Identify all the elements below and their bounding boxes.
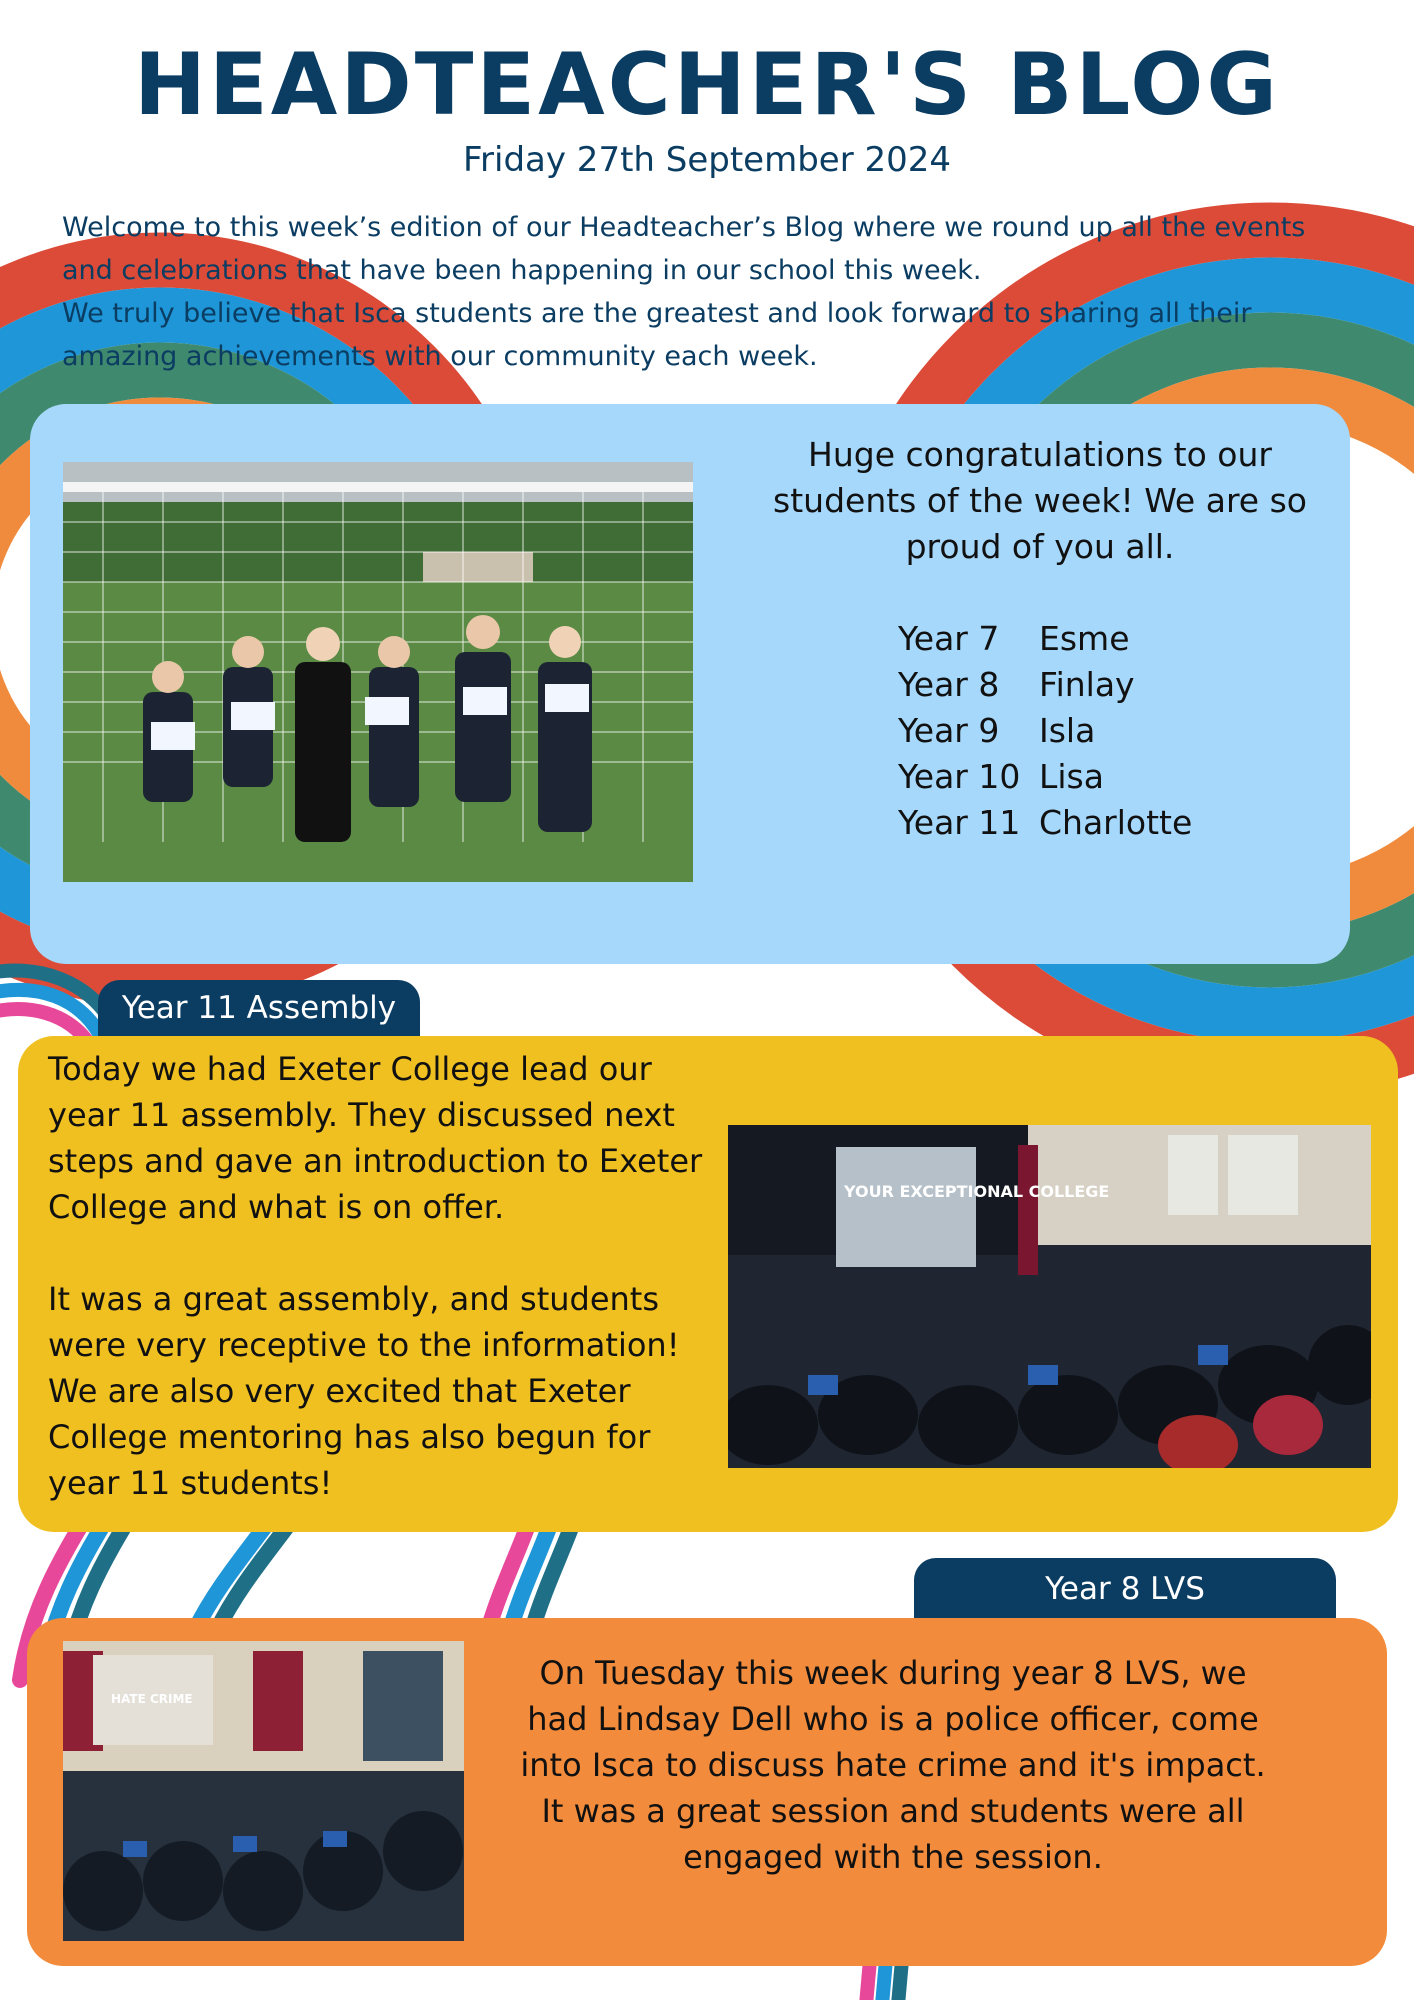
winner-name: Charlotte xyxy=(1039,803,1193,842)
winner-name: Finlay xyxy=(1039,665,1135,704)
page-title: HEADTEACHER'S BLOG xyxy=(134,35,1280,135)
winner-name: Lisa xyxy=(1039,757,1104,796)
winner-year: Year 9 xyxy=(898,711,1000,750)
lvs-paragraph-2: It was a great session and students were all engaged with the session. xyxy=(541,1792,1245,1876)
lvs-screen-text: HATE CRIME xyxy=(111,1692,193,1706)
students-of-week-list xyxy=(898,616,1192,846)
assembly-screen-text: YOUR EXCEPTIONAL COLLEGE xyxy=(844,1182,1110,1201)
intro-paragraph-2: We truly believe that Isca students are the greatest and look forward to sharing all their amazing achievements with our community each week. xyxy=(62,298,1252,372)
list-item xyxy=(898,616,1192,662)
list-item xyxy=(898,662,1192,708)
winner-year: Year 11 xyxy=(898,803,1021,842)
bottom-ribbon xyxy=(866,1960,902,2000)
year-8-lvs-text xyxy=(520,1650,1266,1880)
intro-text xyxy=(62,206,1362,378)
assembly-paragraph-1: Today we had Exeter College lead our year 11 assembly. They discussed next steps and gave an introduction to Exeter College and what is on offer. xyxy=(48,1050,703,1226)
list-item xyxy=(898,754,1192,800)
year-8-lvs-tab: Year 8 LVS xyxy=(914,1558,1336,1618)
list-item xyxy=(898,800,1192,846)
lvs-photo-illustration xyxy=(63,1641,464,1941)
assembly-photo-illustration xyxy=(728,1125,1371,1468)
lvs-paragraph-1: On Tuesday this week during year 8 LVS, we had Lindsay Dell who is a police officer, come into Isca to discuss hate crime and it's impact. xyxy=(520,1654,1266,1784)
winner-year: Year 7 xyxy=(898,619,1000,658)
students-of-week-message: Huge congratulations to our students of the week! We are so proud of you all. xyxy=(773,435,1307,566)
intro-paragraph-1: Welcome to this week’s edition of our Headteacher’s Blog where we round up all the events and celebrations that have been happening in our school this week. xyxy=(62,212,1306,286)
students-photo-illustration xyxy=(63,462,693,882)
year-11-assembly-tab: Year 11 Assembly xyxy=(98,980,420,1036)
winner-name: Esme xyxy=(1039,619,1130,658)
year-11-assembly-photo xyxy=(728,1125,1371,1468)
students-of-week-photo xyxy=(63,462,693,882)
winner-year: Year 10 xyxy=(898,757,1021,796)
winner-name: Isla xyxy=(1039,711,1096,750)
list-item xyxy=(898,708,1192,754)
winner-year: Year 8 xyxy=(898,665,1000,704)
year-8-lvs-photo xyxy=(63,1641,464,1941)
blog-date: Friday 27th September 2024 xyxy=(462,140,952,180)
assembly-paragraph-2: It was a great assembly, and students were very receptive to the information! We are also very excited that Exeter College mentoring has also begun for year 11 students! xyxy=(48,1280,680,1502)
year-11-assembly-text xyxy=(48,1046,708,1506)
